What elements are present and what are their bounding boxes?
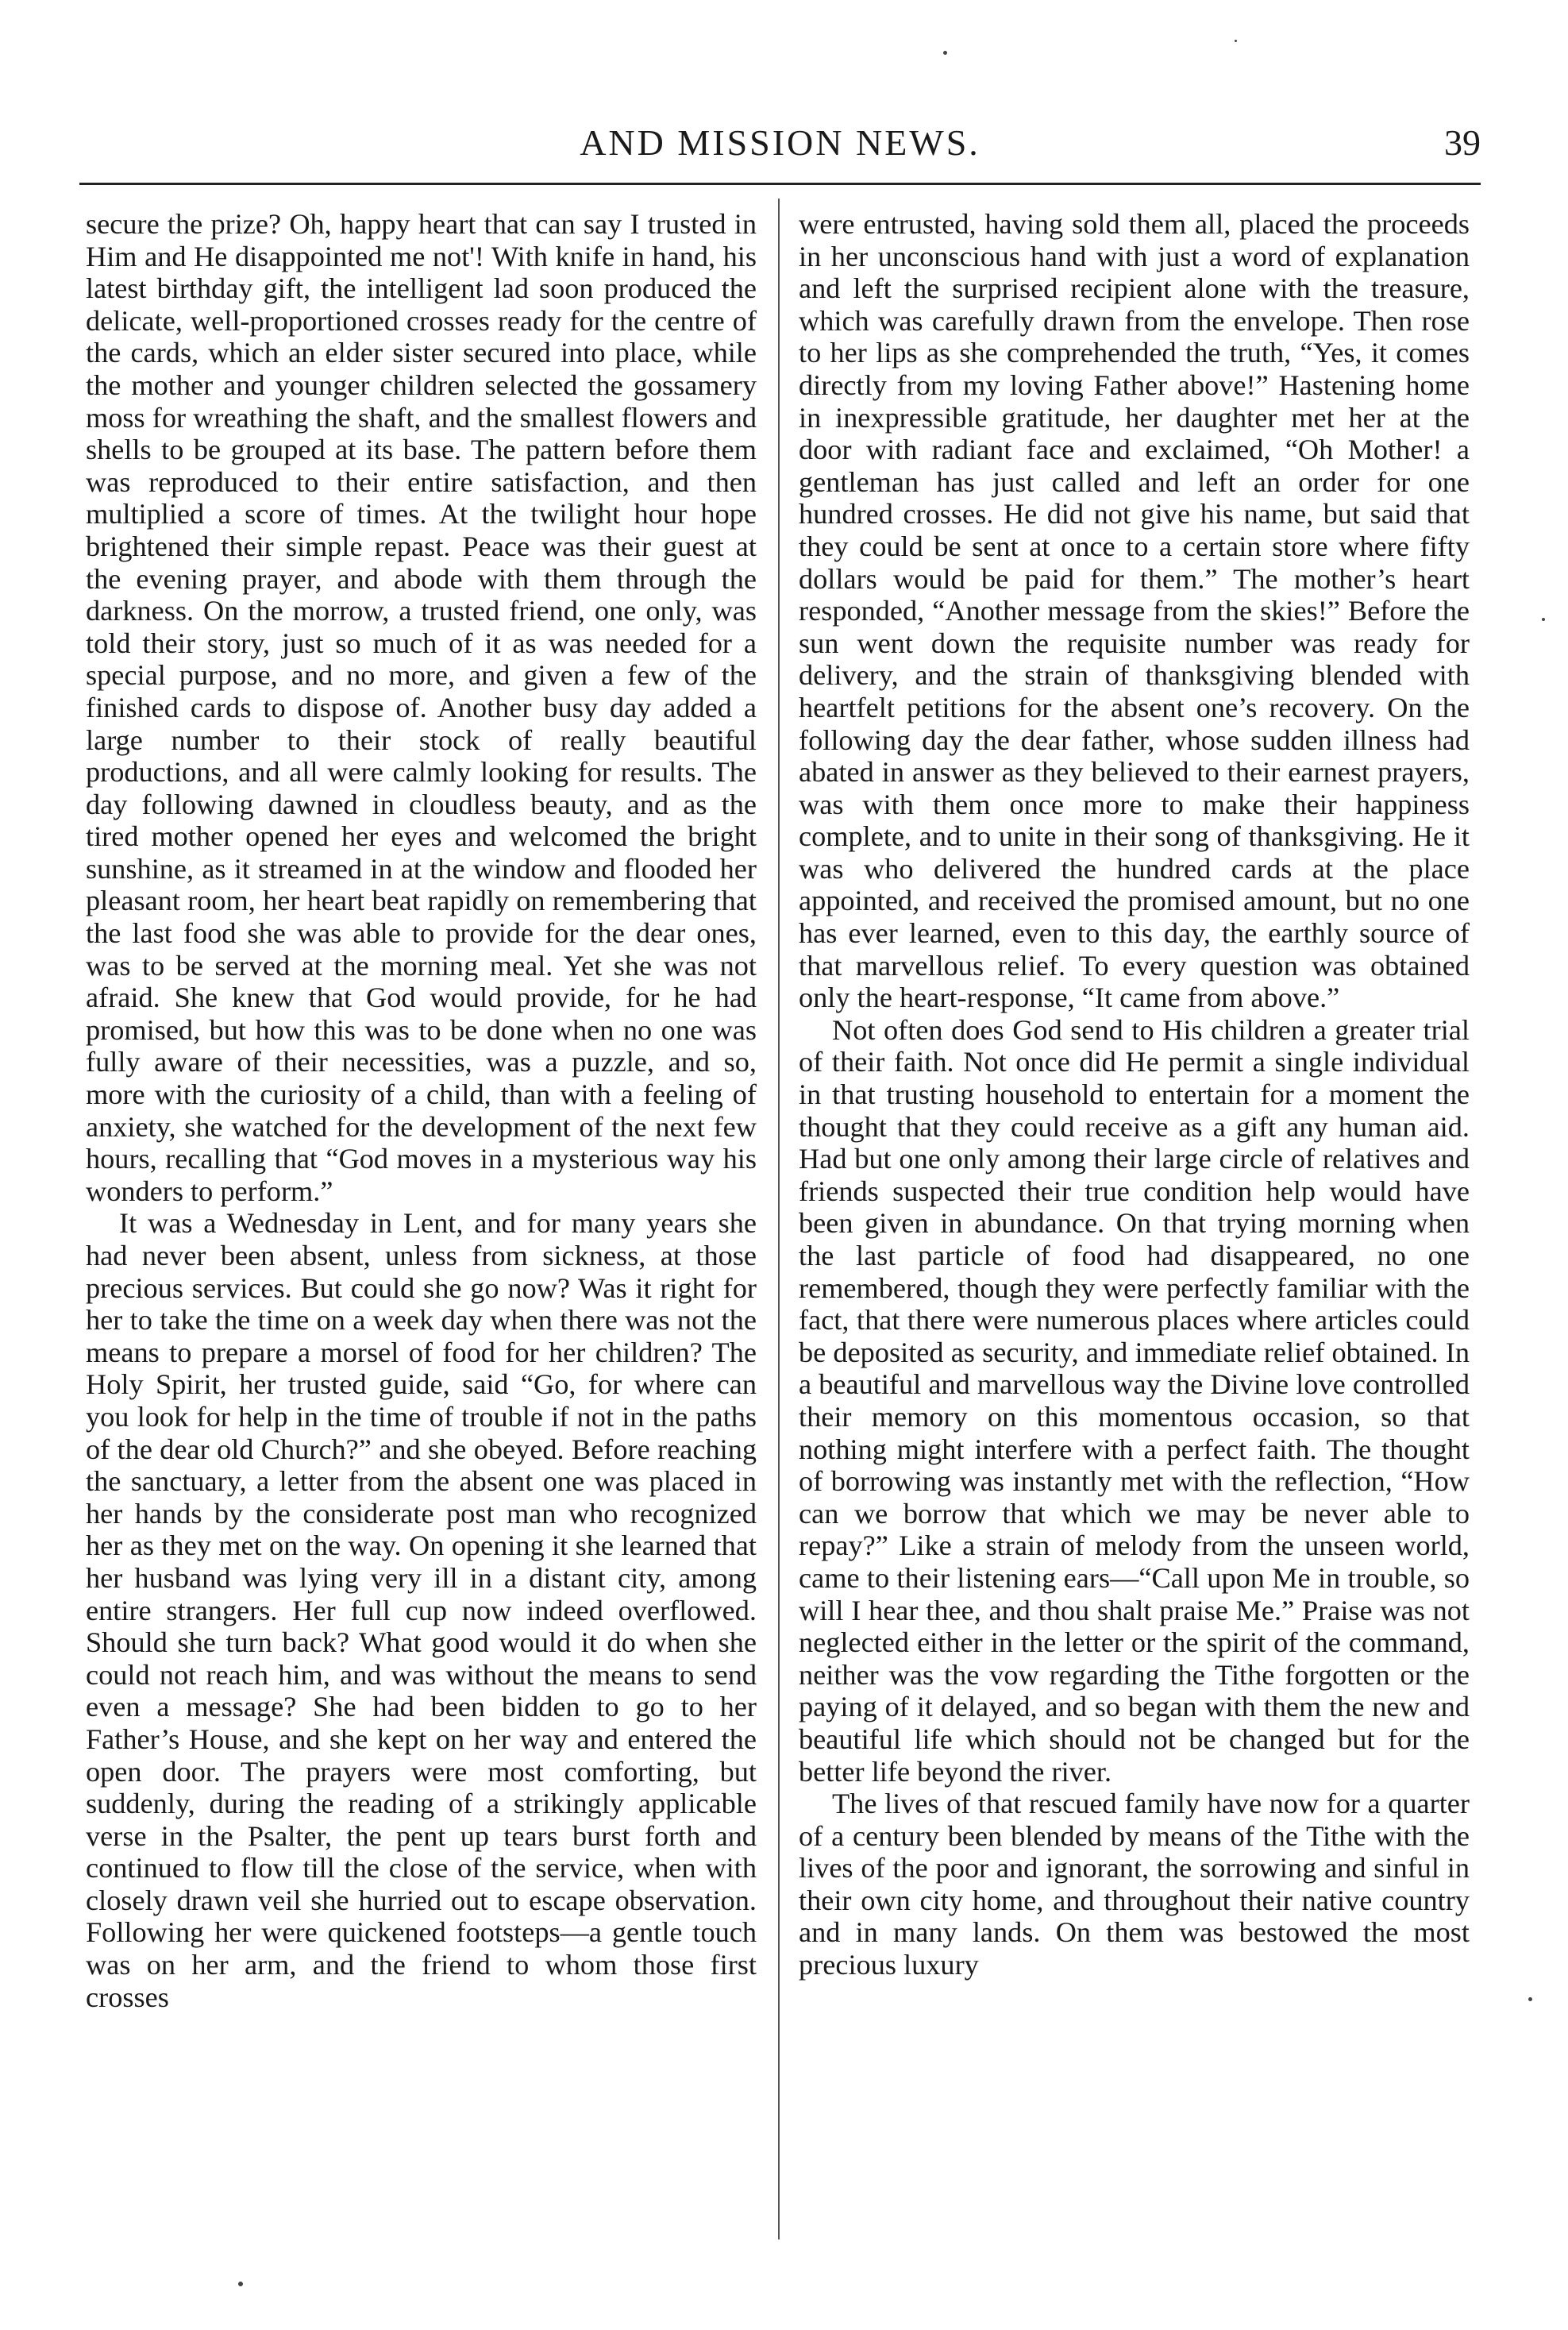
ink-speck (943, 51, 947, 55)
column-divider (778, 199, 780, 2239)
header-rule (79, 183, 1481, 185)
running-title: AND MISSION NEWS. (580, 122, 980, 163)
ink-speck (1235, 40, 1237, 42)
ink-speck (238, 2282, 243, 2286)
paragraph: were entrusted, having sold them all, placed the proceeds in her unconscious hand with just a word of explanation and left the surprised recipient alone with the treasure, which was carefully drawn from the envelope. Then rose to her lips as she comprehended the truth, “Yes, it comes directly from my loving Father above!” Hastening home in inexpressible gratitude, her daughter met her at the door with radiant face and exclaimed, “Oh Mother! a gentleman has just called and left an order for one hundred crosses. He did not give his name, but said that they could be sent at once to a certain store where fifty dollars would be paid for them.” The mother’s heart responded, “Another message from the skies!” Before the sun went down the requisite number was ready for delivery, and the strain of thanksgiving blended with heartfelt petitions for the absent one’s recovery. On the following day the dear father, whose sudden illness had abated in answer as they believed to their earnest prayers, was with them once more to make their happiness complete, and to unite in their song of thanksgiving. He it was who delivered the hundred cards at the place appointed, and received the promised amount, but no one has ever learned, even to this day, the earthly source of that marvellous relief. To every question was obtained only the heart-response, “It came from above.” (799, 208, 1470, 1014)
paragraph: Not often does God send to His children a greater trial of their faith. Not once did He permit a single individual in that trusting household to entertain for a moment the thought that they could receive as a gift any human aid. Had but one only among their large circle of relatives and friends suspected their true condition help would have been given in abundance. On that trying morning when the last particle of food had disappeared, no one remembered, though they were perfectly familiar with the fact, that there were numerous places where articles could be deposited as security, and immediate relief obtained. In a beautiful and marvellous way the Divine love controlled their memory on this momentous occasion, so that nothing might interfere with a perfect faith. The thought of borrowing was instantly met with the reflection, “How can we borrow that which we may be never able to repay?” Like a strain of melody from the unseen world, came to their listening ears—“Call upon Me in trouble, so will I hear thee, and thou shalt praise Me.” Praise was not neglected either in the letter or the spirit of the command, neither was the vow regarding the Tithe forgotten or the paying of it delayed, and so began with them the new and beautiful life which should not be changed but for the better life beyond the river. (799, 1013, 1470, 1788)
page-number: 39 (1444, 122, 1481, 163)
ink-speck (1528, 1997, 1532, 2001)
ink-speck (1542, 618, 1545, 621)
left-column (86, 208, 757, 2013)
paragraph: It was a Wednesday in Lent, and for many years she had never been absent, unless from sickness, at those precious services. But could she go now? Was it right for her to take the time on a week day when there was not the means to prepare a morsel of food for her children? The Holy Spirit, her trusted guide, said “Go, for where can you look for help in the time of trouble if not in the paths of the dear old Church?” and she obeyed. Before reaching the sanctuary, a letter from the absent one was placed in her hands by the considerate post man who recognized her as they met on the way. On opening it she learned that her husband was lying very ill in a distant city, among entire strangers. Her full cup now indeed overflowed. Should she turn back? What good would it do when she could not reach him, and was without the means to send even a message? She had been bidden to go to her Father’s House, and she kept on her way and entered the open door. The prayers were most comforting, but suddenly, during the reading of a strikingly applicable verse in the Psalter, the pent up tears burst forth and continued to flow till the close of the service, when with closely drawn veil she hurried out to escape observation. Following her were quickened footsteps—a gentle touch was on her arm, and the friend to whom those first crosses (86, 1207, 757, 2013)
right-column (799, 208, 1470, 1981)
paragraph: The lives of that rescued family have now for a quarter of a century been blended by means of the Tithe with the lives of the poor and ignorant, the sorrowing and sinful in their own city home, and throughout their native country and in many lands. On them was bestowed the most precious luxury (799, 1788, 1470, 1981)
running-head (79, 119, 1481, 167)
paragraph: secure the prize? Oh, happy heart that can say I trusted in Him and He disappointed me not'! With knife in hand, his latest birthday gift, the intelligent lad soon produced the delicate, well-proportioned crosses ready for the centre of the cards, which an elder sister secured into place, while the mother and younger children selected the gossamery moss for wreathing the shaft, and the smallest flowers and shells to be grouped at its base. The pattern before them was reproduced to their entire satisfaction, and then multiplied a score of times. At the twilight hour hope brightened their simple repast. Peace was their guest at the evening prayer, and abode with them through the darkness. On the morrow, a trusted friend, one only, was told their story, just so much of it as was needed for a special purpose, and no more, and given a few of the finished cards to dispose of. Another busy day added a large number to their stock of really beautiful productions, and all were calmly looking for results. The day following dawned in cloudless beauty, and as the tired mother opened her eyes and welcomed the bright sunshine, as it streamed in at the window and flooded her pleasant room, her heart beat rapidly on remembering that the last food she was able to provide for the dear ones, was to be served at the morning meal. Yet she was not afraid. She knew that God would provide, for he had promised, but how this was to be done when no one was fully aware of their necessities, was a puzzle, and so, more with the curiosity of a child, than with a feeling of anxiety, she watched for the development of the next few hours, recalling that “God moves in a mysterious way his wonders to perform.” (86, 208, 757, 1207)
